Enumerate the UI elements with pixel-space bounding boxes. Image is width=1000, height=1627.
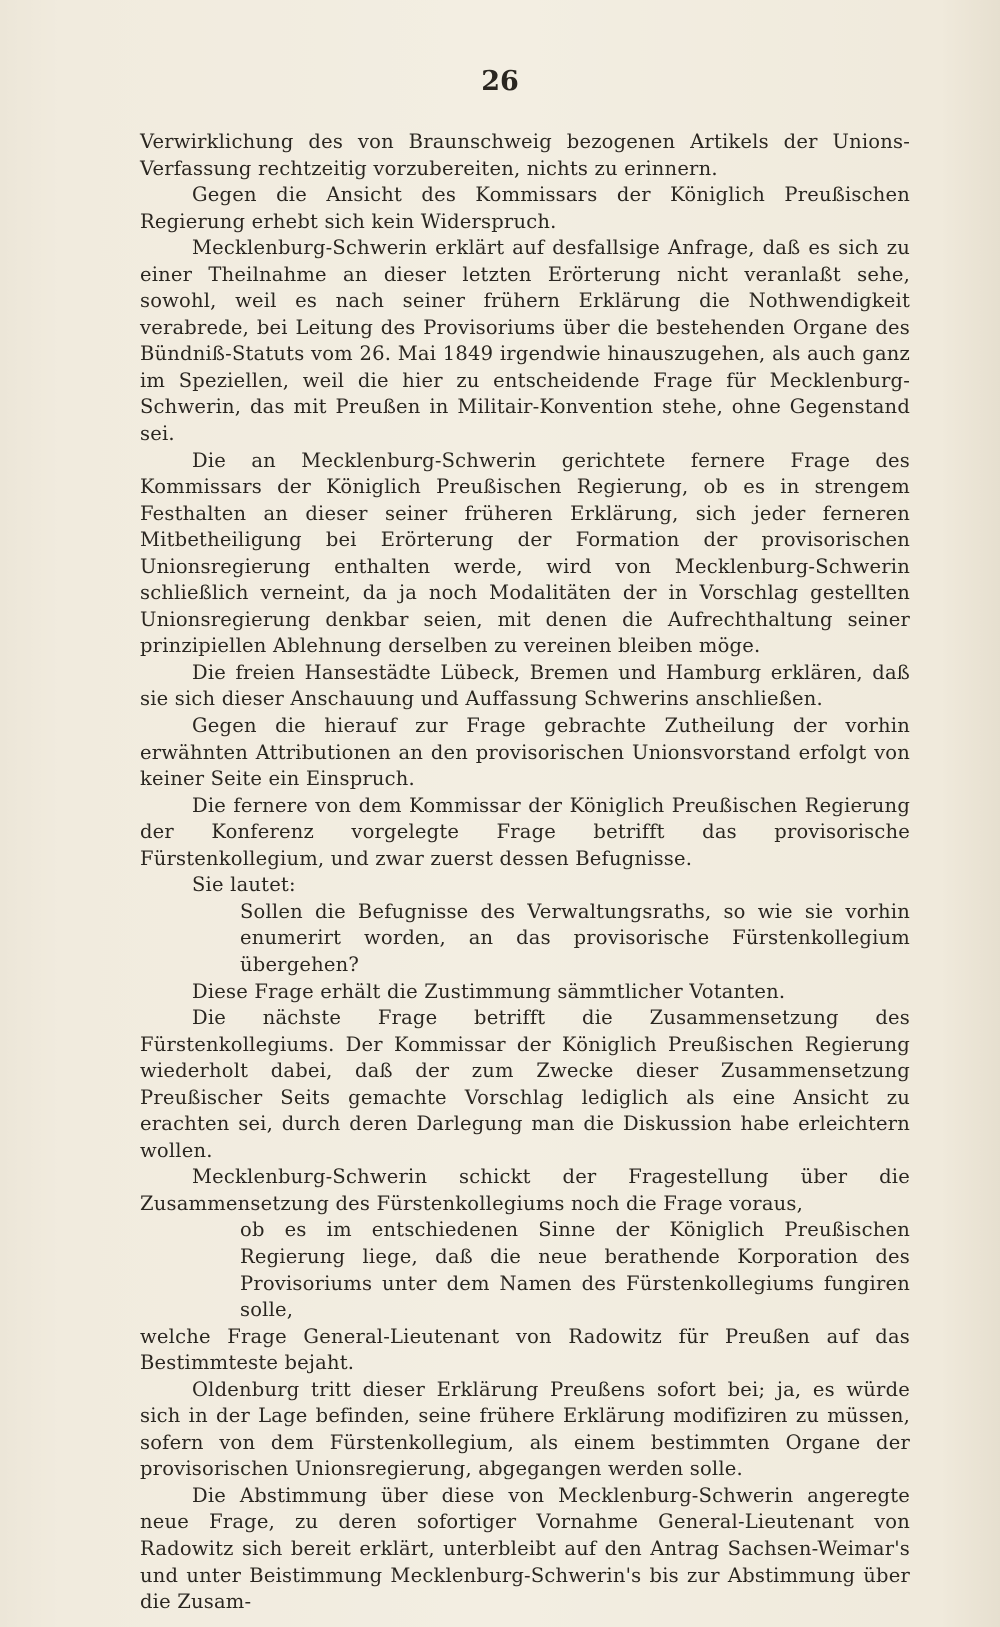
quoted-question: ob es im entschiedenen Sinne der Königlich Preußischen Regierung liege, daß die neue berathende Korporation des Provisoriums unter dem Namen des Fürstenkollegiums fungiren solle, [240, 1218, 910, 1322]
paragraph: Oldenburg tritt dieser Erklärung Preußens sofort bei; ja, es würde sich in der Lage befinden, seine frühere Erklärung modifiziren zu müssen, sofern von dem Fürstenkollegium, als einem bestimmten Organe der provisorischen Unionsregierung, abgegangen werden solle. [140, 1377, 910, 1481]
paragraph: Die an Mecklenburg-Schwerin gerichtete fernere Frage des Kommissars der Königlich Preußischen Regierung, ob es in strengem Festhalten an dieser seiner früheren Erklärung, sich jeder ferneren Mitbetheiligung bei Erörterung der Formation der provisorischen Unionsregierung enthalten werde, wird von Mecklenburg-Schwerin schließlich verneint, da ja noch Modalitäten der in Vorschlag gestellten Unionsregierung denkbar seien, mit denen die Aufrechthaltung seiner prinzipiellen Ablehnung derselben zu vereinen bleiben möge. [140, 448, 910, 658]
paragraph: Die Abstimmung über diese von Mecklenburg-Schwerin angeregte neue Frage, zu deren sofortiger Vornahme General-Lieutenant von Radowitz sich bereit erklärt, unterbleibt auf den Antrag Sachsen-Weimar's und unter Beistimmung Mecklenburg-Schwerin's bis zur Abstimmung über die Zusam- [140, 1483, 910, 1614]
paragraph: Verwirklichung des von Braunschweig bezogenen Artikels der Unions-Verfassung rechtzeitig vorzubereiten, nichts zu erinnern. [140, 130, 910, 180]
paragraph: Gegen die hierauf zur Frage gebrachte Zutheilung der vorhin erwähnten Attributionen an den provisorischen Unionsvorstand erfolgt von keiner Seite ein Einspruch. [140, 714, 910, 791]
paragraph: Gegen die Ansicht des Kommissars der Königlich Preußischen Regierung erhebt sich kein Widerspruch. [140, 183, 910, 233]
page-number: 26 [481, 66, 519, 97]
paragraph: Die nächste Frage betrifft die Zusammensetzung des Fürstenkollegiums. Der Kommissar der Königlich Preußischen Regierung wiederholt dabei, daß der zum Zwecke dieser Zusammensetzung Preußischer Seits gemachte Vorschlag lediglich als eine Ansicht zu erachten sei, durch deren Darlegung man die Diskussion habe erleichtern wollen. [140, 1006, 910, 1162]
paragraph: Die freien Hansestädte Lübeck, Bremen und Hamburg erklären, daß sie sich dieser Anschauung und Auffassung Schwerins anschließen. [140, 660, 910, 711]
paragraph: Mecklenburg-Schwerin schickt der Fragestellung über die Zusammensetzung des Fürstenkollegiums noch die Frage voraus, [140, 1165, 910, 1215]
paragraph: Diese Frage erhält die Zustimmung sämmtlicher Votanten. [192, 979, 786, 1003]
paragraph: welche Frage General-Lieutenant von Radowitz für Preußen auf das Bestimmteste bejaht. [140, 1324, 910, 1375]
quoted-question: Sollen die Befugnisse des Verwaltungsraths, so wie sie vorhin enumerirt worden, an das provisorische Fürstenkollegium übergehen? [240, 899, 910, 976]
body-text [140, 129, 910, 1616]
paragraph: Die fernere von dem Kommissar der Königlich Preußischen Regierung der Konferenz vorgelegte Frage betrifft das provisorische Fürstenkollegium, und zwar zuerst dessen Befugnisse. [140, 793, 910, 870]
paragraph: Sie lautet: [192, 873, 296, 897]
paragraph: Mecklenburg-Schwerin erklärt auf desfallsige Anfrage, daß es sich zu einer Theilnahme an dieser letzten Erörterung nicht veranlaßt sehe, sowohl, weil es nach seiner frühern Erklärung die Nothwendigkeit verabrede, bei Leitung des Provisoriums über die bestehenden Organe des Bündniß-Statuts vom 26. Mai 1849 irgendwie hinauszugehen, als auch ganz im Speziellen, weil die hier zu entscheidende Frage für Mecklenburg-Schwerin, das mit Preußen in Militair-Konvention stehe, ohne Gegenstand sei. [140, 236, 910, 446]
